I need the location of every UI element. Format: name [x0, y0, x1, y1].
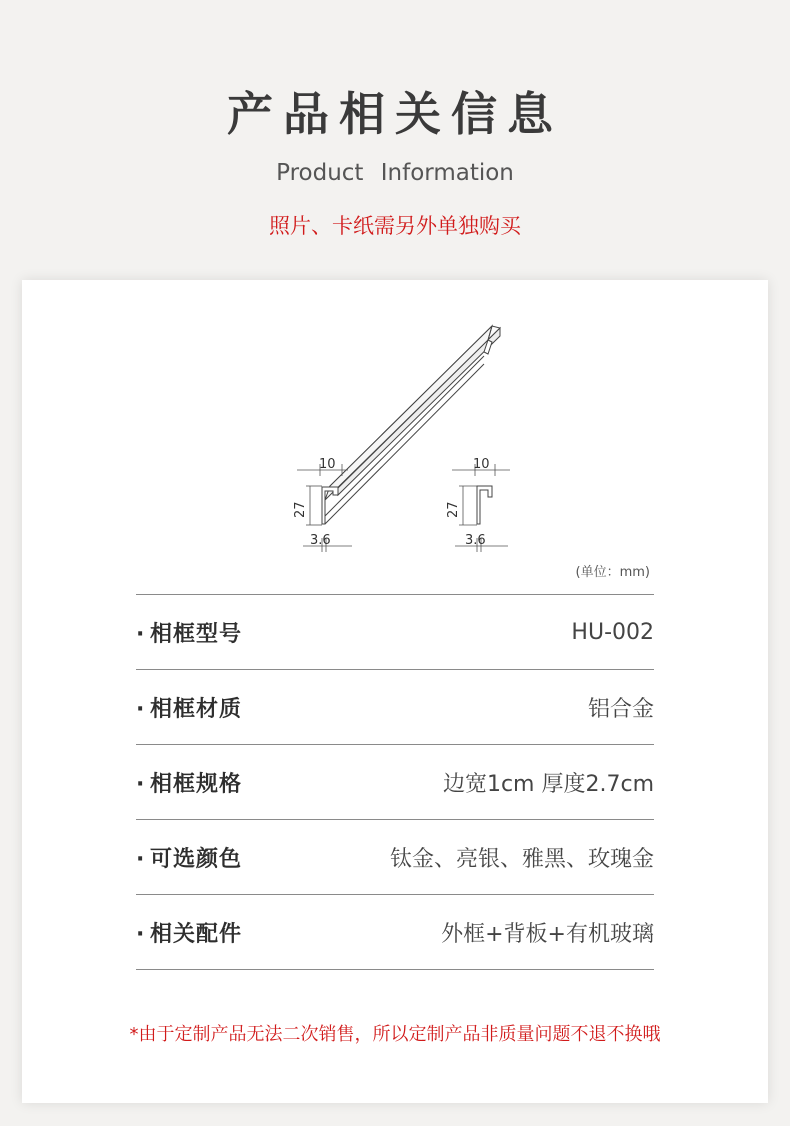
- right-width-label: 10: [473, 457, 490, 472]
- unit-label: (单位：mm): [575, 565, 650, 580]
- spec-row-material: [136, 670, 654, 745]
- right-height-label: 27: [446, 501, 461, 518]
- spec-label: 可选颜色: [150, 846, 243, 872]
- left-bottom-label: 3.6: [310, 533, 331, 548]
- spec-value: HU-002: [571, 619, 654, 645]
- return-policy-notice: *由于定制产品无法二次销售，所以定制产品非质量问题不退不换哦: [129, 1024, 661, 1045]
- spec-value: 钛金、亮银、雅黑、玫瑰金: [389, 846, 654, 872]
- right-bottom-label: 3.6: [465, 533, 486, 548]
- purchase-notice: 照片、卡纸需另外单独购买: [269, 214, 521, 238]
- spec-value: 外框+背板+有机玻璃: [441, 921, 654, 947]
- spec-row-accessories: [136, 895, 654, 970]
- cross-section-drawing: [477, 486, 492, 524]
- bullet-icon: ·: [136, 771, 146, 797]
- frame-extrusion-drawing: [322, 326, 500, 524]
- spec-value: 铝合金: [587, 696, 654, 722]
- bullet-icon: ·: [136, 921, 146, 947]
- bullet-icon: ·: [136, 621, 146, 647]
- spec-label: 相关配件: [150, 921, 243, 947]
- spec-label: 相框材质: [150, 696, 243, 722]
- spec-label: 相框型号: [150, 621, 243, 647]
- bullet-icon: ·: [136, 846, 146, 872]
- left-height-label: 27: [293, 501, 308, 518]
- info-card: [22, 280, 768, 1103]
- spec-table: [136, 594, 654, 970]
- spec-row-colors: [136, 820, 654, 895]
- profile-diagram: [22, 280, 768, 580]
- spec-label: 相框规格: [150, 771, 243, 797]
- bullet-icon: ·: [136, 696, 146, 722]
- spec-row-size: [136, 745, 654, 820]
- spec-value: 边宽1cm 厚度2.7cm: [442, 771, 654, 797]
- left-width-label: 10: [319, 457, 336, 472]
- page-subtitle: Product Information: [276, 160, 514, 186]
- page-title: 产品相关信息: [227, 87, 563, 141]
- spec-row-model: [136, 595, 654, 670]
